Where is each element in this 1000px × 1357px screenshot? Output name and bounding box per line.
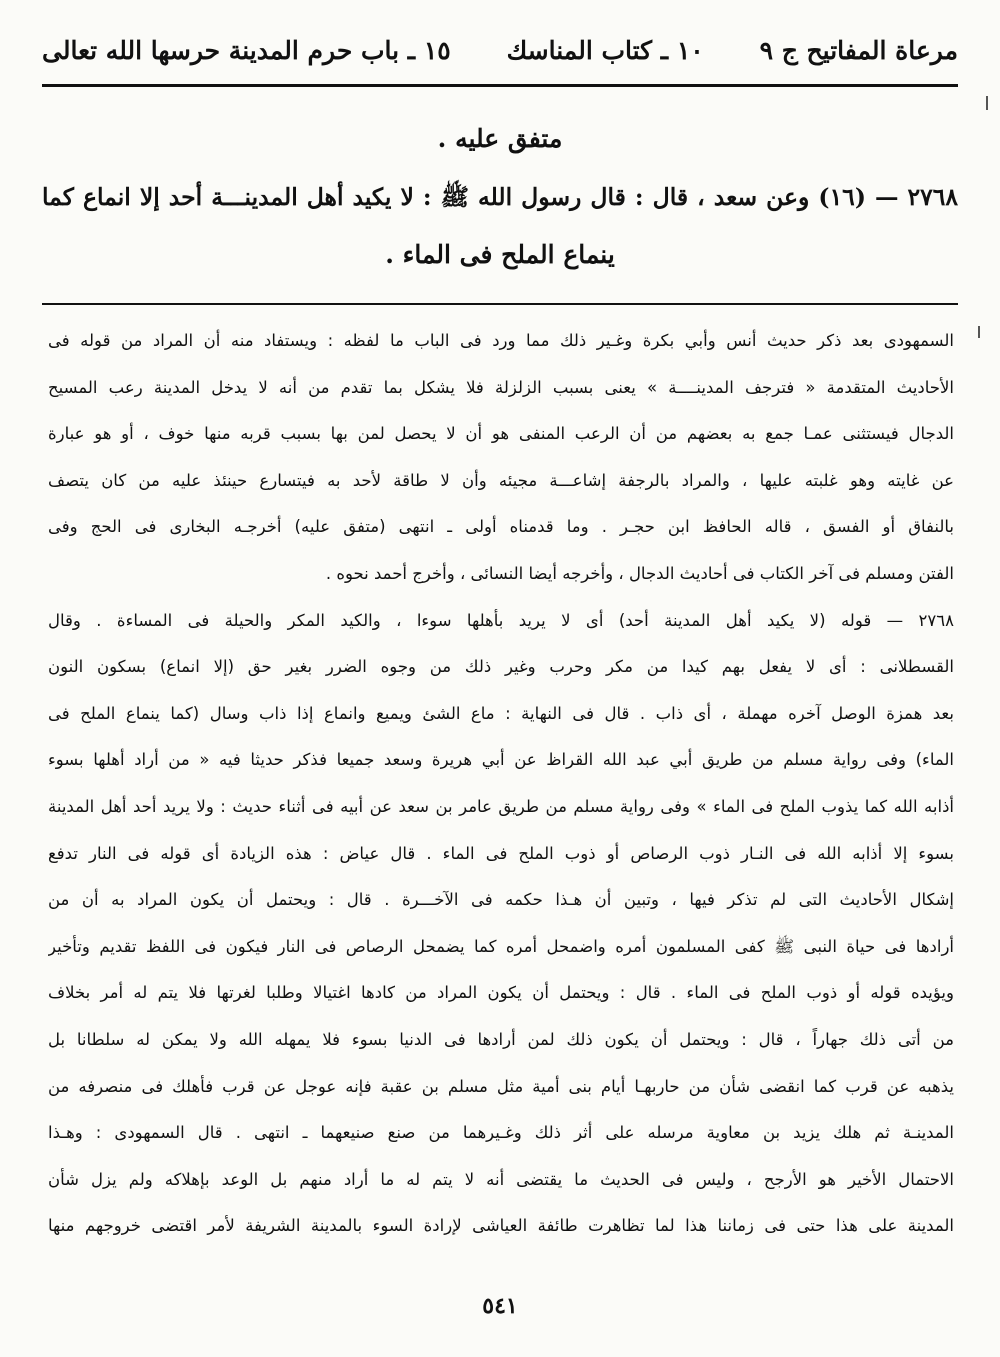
commentary-line: إشكال الأحاديث التى لم تذكر فيها ، وتبين أن هـذا حكمه فى الآخـــرة . قال : ويحتمل أن يكون المراد به أن من xyxy=(48,890,954,910)
commentary-line: الأحاديث المتقدمة « فترجف المدينــــة » يعنى بسبب الزلزلة فلا يشكل بما تقدم من أنه لا يدخل المدينة رعب المسيح xyxy=(48,377,954,397)
header-chapter-title: ١٥ ـ باب حرم المدينة حرسها الله تعالى xyxy=(42,35,451,65)
commentary-line: أرادها فى حياة النبى ﷺ كفى المسلمون أمره واضمحل أمره كما يضمحل الرصاص فى النار فيكون فى اللفظ تقديم وتأخير xyxy=(48,936,954,956)
muttafaq-note: متفق عليه . xyxy=(437,124,563,153)
commentary-line: الماء) وفى رواية مسلم من طريق أبي عبد الله القراظ عن أبي هريرة وسعد جميعا فذكر حديثا فيه « من أراد أهلها بسوء xyxy=(48,750,954,770)
commentary-line: السمهودى بعد ذكر حديث أنس وأبي بكرة وغـير ذلك مما ورد فى الباب ما لفظه : ويستفاد منه أن المراد من قوله فى xyxy=(48,331,954,350)
commentary-line: الاحتمال الأخير هو الأرجح ، وليس فى الحديث ما يقتضى أنه لا يتم له ما أراد منهم بل الوعد بإهلاكه ولم يزل شأن xyxy=(48,1169,954,1189)
commentary-line: من أتى ذلك جهاراً ، قال : ويحتمل أن يكون ذلك لمن أرادها فى الدنيا بسوء فلا يمهله الله ولا يمكن له سلطانا بل xyxy=(48,1029,954,1049)
hadith-text-line-1: ٢٧٦٨ — (١٦) وعن سعد ، قال : قال رسول الله ﷺ : لا يكيد أهل المدينـــة أحد إلا انماع كما xyxy=(42,183,958,211)
commentary-line: الدجال فيستثنى عمـا جمع به بعضهم من أن الرعب المنفى هو أن لا يحصل لمن بها بسبب قربه منها خوف ، أو هو عبارة xyxy=(48,424,954,444)
commentary-line: الفتن ومسلم فى آخر الكتاب فى أحاديث الدجال ، وأخرجه أيضا النسائى ، وأخرج أحمد نحوه . xyxy=(325,563,954,583)
commentary-line: ويؤيده قوله أو ذوب الملح فى الماء . قال : ويحتمل أن يكون المراد من كادها اغتيالا وطلبا لغرتها فلا يتم له أمر بخلاف xyxy=(48,983,954,1003)
header-book-title: مرعاة المفاتيح ج ٩ xyxy=(759,35,958,65)
commentary-line: عن غايته وهو غلبته عليها ، والمراد بالرجفة إشاعـــة مجيئه وأن لا طاقة لأحد به فيتسارع حينئذ عليه من كان يتصف xyxy=(48,470,954,490)
page-number: ٥٤١ xyxy=(482,1293,518,1319)
commentary-line: القسطلانى : أى لا يفعل بهم كيدا من مكر وحرب وغير ذلك من وجوه الضرر بغير حق (إلا انماع) بسكون النون xyxy=(48,657,954,677)
commentary-line: بالنفاق أو الفسق ، قاله الحافظ ابن حجـر . وما قدمناه أولى ـ انتهى (متفق عليه) أخرجـه البخارى فى الحج وفى xyxy=(48,517,954,537)
running-header xyxy=(42,22,958,78)
commentary-line: يذهبه عن قرب كما انقضى شأن من حاربهـا أيام بنى أمية مثل مسلم بن عقبة فإنه عوجل عن قرب فأهلك فى منصرفه من xyxy=(48,1076,954,1096)
hadith-text-line-2: ينماع الملح فى الماء . xyxy=(385,240,615,269)
commentary-line: أذابه الله كما يذوب الملح فى الماء » وفى رواية مسلم من طريق عامر بن سعد عن أبيه فى أثناء حديث : ولا يريد أحد أهل المدينة xyxy=(48,796,954,816)
header-rule xyxy=(42,84,958,87)
commentary-text xyxy=(48,318,954,1250)
commentary-line: المدينة على هذا حتى فى زماننا هذا لما تظاهرت طائفة العياشى لإرادة السوء بالمدينة الشريفة لأمر اقتضى خروجهم منها xyxy=(48,1216,954,1236)
section-divider xyxy=(42,303,958,305)
commentary-line: ٢٧٦٨ — قوله (لا يكيد أهل المدينة أحد) أى لا يريد بأهلها سوءا ، والكيد المكر والحيلة فى المساءة . وقال xyxy=(48,610,954,630)
margin-mark xyxy=(986,96,988,110)
commentary-line: المدينـة ثم هلك يزيد بن معاوية مرسله على أثر ذلك وغـيرهما من صنع صنيعهما ـ انتهى . قال السمهودى : وهـذا xyxy=(48,1123,954,1143)
commentary-line: بسوء إلا أذابه الله فى النـار ذوب الرصاص أو ذوب الملح فى الماء . قال عياض : هذه الزيادة أى قوله فى النار تدفع xyxy=(48,843,954,863)
header-book-section: ١٠ ـ كتاب المناسك xyxy=(506,35,704,65)
margin-mark xyxy=(978,326,980,338)
commentary-line: بعد همزة الوصل آخره مهملة ، أى ذاب . قال فى النهاية : ماع الشئ ويميع وانماع إذا ذاب وسال (كما ينماع الملح فى xyxy=(48,703,954,723)
